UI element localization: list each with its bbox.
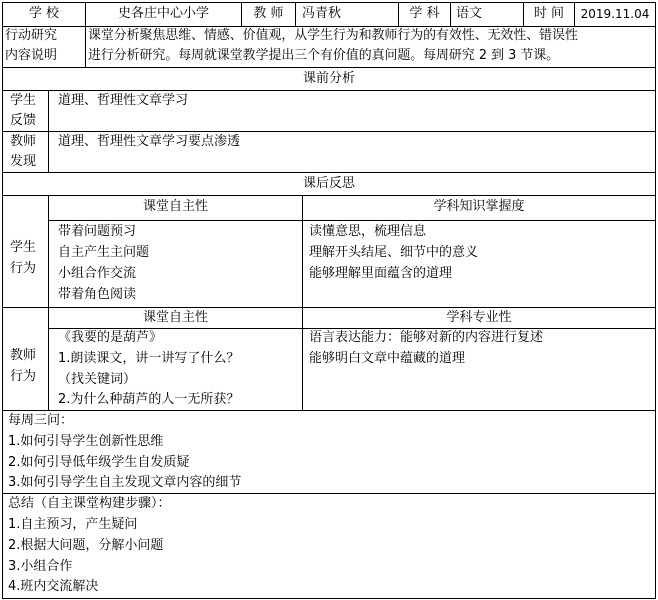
subject-value: 语文 [456, 6, 483, 21]
student-behavior-label-1: 学生 [10, 240, 37, 255]
teacher-behavior-label-1: 教师 [10, 348, 37, 363]
teacher-behavior-label-2: 行为 [10, 369, 37, 384]
list-item: 3.小组合作 [8, 559, 73, 574]
list-item: 能够明白文章中蕴藏的道理 [309, 351, 466, 366]
list-item: 语言表达能力：能够对新的内容进行复述 [309, 330, 544, 345]
summary-title: 总结（自主课堂构建步骤）： [8, 496, 171, 511]
student-feedback-label-1: 学生 [10, 93, 37, 108]
list-item: 3.如何引导学生自主发现文章内容的细节 [8, 475, 242, 490]
research-text-line2: 进行分析研究。每周就课堂教学提出三个有价值的真问题。每周研究 2 到 3 节课。 [88, 48, 560, 63]
list-item: 2.如何引导低年级学生自发质疑 [8, 455, 190, 470]
list-item: （找关键词） [58, 372, 137, 387]
teacher-finding-label-2: 发现 [10, 154, 37, 169]
weekly-questions-title: 每周三问： [8, 413, 74, 428]
student-feedback-label-2: 反馈 [10, 113, 37, 128]
list-item: 《我要的是葫芦》 [58, 330, 163, 345]
student-behavior-label-2: 行为 [10, 261, 37, 276]
teacher-label: 教 师 [253, 6, 284, 21]
list-item: 自主产生主问题 [58, 245, 150, 260]
research-text-line1: 课堂分析聚焦思维、情感、价值观，从学生行为和教师行为的有效性、无效性、错误性 [88, 28, 578, 43]
list-item: 理解开头结尾、细节中的意义 [309, 245, 479, 260]
school-value: 史各庄中心小学 [117, 6, 209, 21]
student-feedback-text: 道理、哲理性文章学习 [58, 93, 189, 108]
list-item: 2.根据大问题，分解小问题 [8, 538, 164, 553]
list-item: 1.朗读课文，讲一讲写了什么？ [58, 351, 240, 366]
list-item: 1.自主预习，产生疑问 [8, 517, 138, 532]
post-class-title: 课后反思 [302, 176, 355, 191]
list-item: 2.为什么种葫芦的人一无所获？ [58, 392, 240, 407]
list-item: 能够理解里面蕴含的道理 [309, 266, 453, 281]
list-item: 小组合作交流 [58, 266, 137, 281]
teacher-autonomy-header: 课堂自主性 [142, 310, 208, 325]
list-item: 读懂意思，梳理信息 [309, 224, 427, 239]
teacher-value: 冯青秋 [302, 6, 342, 21]
student-autonomy-header: 课堂自主性 [142, 199, 208, 214]
pre-class-title: 课前分析 [302, 71, 355, 86]
time-value: 2019.11.04 [580, 7, 650, 21]
research-label-line2: 内容说明 [5, 48, 58, 63]
list-item: 带着角色阅读 [58, 287, 137, 302]
list-item: 4.班内交流解决 [8, 579, 99, 594]
subject-label: 学 科 [409, 6, 440, 21]
list-item: 1.如何引导学生创新性思维 [8, 434, 164, 449]
teacher-finding-label-1: 教师 [10, 134, 37, 149]
teacher-profession-header: 学科专业性 [446, 310, 512, 325]
list-item: 带着问题预习 [58, 224, 137, 239]
teacher-finding-text: 道理、哲理性文章学习要点渗透 [58, 134, 241, 149]
school-label: 学 校 [28, 6, 60, 21]
time-label: 时 间 [533, 6, 565, 21]
research-label-line1: 行动研究 [5, 28, 58, 43]
student-knowledge-header: 学科知识掌握度 [433, 199, 525, 214]
